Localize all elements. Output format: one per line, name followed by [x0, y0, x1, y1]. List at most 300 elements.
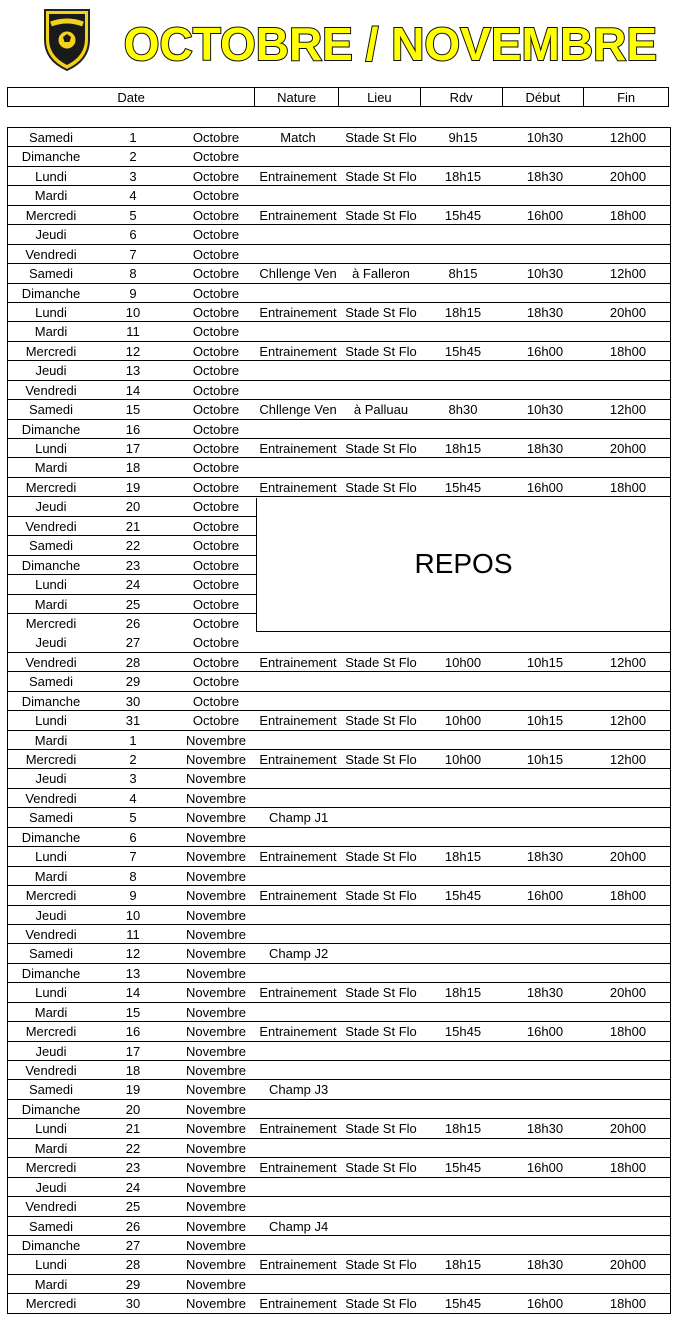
cell-fin: 20h00 — [609, 168, 647, 184]
cell-month: Novembre — [186, 888, 246, 904]
cell-rdv: 18h15 — [444, 1257, 482, 1273]
cell-day: Lundi — [35, 1121, 67, 1137]
cell-rdv: 9h15 — [448, 130, 478, 145]
cell-fin: 18h00 — [609, 1024, 647, 1040]
table-row — [8, 769, 670, 788]
repos-label: REPOS — [414, 548, 513, 579]
cell-num: 27 — [125, 1237, 141, 1253]
cell-rdv: 15h45 — [444, 207, 482, 223]
table-row — [8, 1003, 670, 1022]
cell-month: Octobre — [192, 149, 240, 165]
cell-day: Mercredi — [25, 615, 77, 631]
cell-day: Dimanche — [21, 829, 81, 845]
cell-lieu: Stade St Flo — [345, 168, 417, 184]
cell-fin: 12h00 — [609, 266, 647, 282]
cell-day: Mercredi — [25, 1024, 77, 1040]
cell-nature: Entrainement — [259, 207, 337, 223]
cell-month: Octobre — [192, 577, 240, 593]
cell-nature: Entrainement — [259, 654, 337, 670]
cell-num: 8 — [129, 868, 137, 884]
cell-fin: 20h00 — [609, 985, 647, 1001]
cell-day: Mardi — [34, 868, 68, 884]
cell-num: 11 — [126, 324, 140, 340]
cell-day: Mercredi — [25, 479, 77, 495]
cell-day: Dimanche — [21, 421, 81, 437]
cell-debut: 18h30 — [526, 441, 564, 456]
cell-day: Samedi — [28, 810, 74, 826]
cell-num: 30 — [125, 693, 141, 709]
cell-month: Octobre — [192, 246, 240, 262]
cell-rdv: 18h15 — [444, 1121, 482, 1137]
cell-month: Novembre — [186, 1179, 246, 1195]
cell-nature: Entrainement — [259, 1160, 337, 1176]
cell-nature: Chllenge Ven — [259, 402, 337, 418]
cell-fin: 12h00 — [609, 130, 647, 145]
cell-rdv: 10h00 — [444, 752, 482, 767]
table-row — [8, 128, 670, 147]
cell-num: 12 — [125, 946, 141, 962]
cell-month: Novembre — [186, 1160, 246, 1176]
cell-day: Mardi — [34, 732, 68, 748]
cell-lieu: Stade St Flo — [345, 304, 417, 320]
cell-lieu: Stade St Flo — [345, 985, 417, 1001]
cell-num: 2 — [129, 752, 137, 767]
cell-num: 8 — [129, 266, 137, 282]
cell-lieu: Stade St Flo — [345, 130, 417, 145]
cell-lieu: Stade St Flo — [345, 1024, 417, 1040]
cell-fin: 18h00 — [609, 479, 647, 495]
cell-month: Novembre — [186, 946, 246, 962]
cell-month: Octobre — [192, 441, 240, 456]
cell-rdv: 15h45 — [444, 343, 482, 359]
col-lieu: Lieu — [339, 88, 421, 106]
cell-month: Novembre — [186, 1296, 246, 1312]
cell-lieu: Stade St Flo — [345, 343, 417, 359]
cell-nature: Entrainement — [259, 985, 337, 1001]
table-row — [8, 789, 670, 808]
table-row — [8, 147, 670, 166]
col-debut: Début — [503, 88, 585, 106]
cell-fin: 12h00 — [609, 713, 647, 729]
cell-day: Mardi — [34, 1276, 68, 1292]
cell-fin: 20h00 — [609, 304, 647, 320]
cell-day: Lundi — [35, 849, 67, 865]
cell-month: Octobre — [192, 207, 240, 223]
cell-lieu: Stade St Flo — [345, 752, 417, 767]
cell-debut: 10h15 — [526, 713, 564, 729]
cell-fin: 12h00 — [609, 752, 647, 767]
cell-month: Octobre — [192, 674, 240, 690]
cell-debut: 18h30 — [526, 985, 564, 1001]
cell-month: Octobre — [192, 713, 240, 729]
cell-nature: Champ J2 — [269, 946, 329, 962]
cell-month: Novembre — [186, 1101, 246, 1117]
table-row — [8, 439, 670, 458]
cell-month: Octobre — [192, 285, 240, 301]
cell-rdv: 15h45 — [444, 1160, 482, 1176]
cell-month: Octobre — [192, 382, 240, 398]
cell-debut: 18h30 — [526, 849, 564, 865]
cell-num: 17 — [125, 1043, 141, 1059]
cell-day: Dimanche — [21, 965, 81, 981]
cell-num: 3 — [129, 168, 137, 184]
cell-month: Novembre — [186, 732, 246, 748]
cell-nature: Entrainement — [259, 849, 337, 865]
table-row — [8, 303, 670, 322]
cell-month: Octobre — [192, 479, 240, 495]
cell-nature: Entrainement — [259, 1024, 337, 1040]
cell-fin: 20h00 — [609, 849, 647, 865]
cell-rdv: 8h15 — [448, 266, 478, 282]
cell-lieu: Stade St Flo — [345, 1296, 417, 1312]
cell-nature: Entrainement — [259, 479, 337, 495]
cell-num: 29 — [125, 1276, 141, 1292]
cell-rdv: 15h45 — [444, 1296, 482, 1312]
cell-month: Novembre — [186, 849, 246, 865]
cell-day: Dimanche — [21, 1237, 81, 1253]
table-row — [8, 284, 670, 303]
cell-month: Octobre — [192, 460, 240, 476]
table-row — [8, 1294, 670, 1313]
table-row — [8, 1042, 670, 1061]
cell-day: Vendredi — [25, 926, 77, 942]
cell-day: Jeudi — [35, 907, 67, 923]
cell-day: Lundi — [35, 168, 67, 184]
table-row — [8, 925, 670, 944]
cell-num: 4 — [129, 188, 137, 204]
table-row — [8, 381, 670, 400]
cell-day: Samedi — [28, 674, 74, 690]
cell-num: 5 — [129, 207, 137, 223]
table-row — [8, 225, 670, 244]
cell-month: Octobre — [192, 499, 240, 515]
cell-num: 10 — [125, 907, 141, 923]
cell-month: Novembre — [186, 790, 246, 806]
cell-day: Mardi — [34, 1140, 68, 1156]
table-row — [8, 458, 670, 477]
cell-day: Lundi — [35, 441, 67, 456]
cell-month: Octobre — [192, 266, 240, 282]
cell-num: 7 — [129, 849, 137, 865]
cell-month: Novembre — [186, 907, 246, 923]
cell-month: Novembre — [186, 1063, 246, 1078]
table-row — [8, 964, 670, 983]
table-row — [8, 342, 670, 361]
table-row — [8, 886, 670, 905]
cell-debut: 16h00 — [526, 479, 564, 495]
table-row — [8, 944, 670, 963]
cell-rdv: 15h45 — [444, 479, 482, 495]
cell-num: 6 — [129, 227, 137, 243]
table-row — [8, 828, 670, 847]
cell-lieu: Stade St Flo — [345, 1257, 417, 1273]
cell-num: 12 — [125, 343, 141, 359]
cell-rdv: 18h15 — [444, 441, 482, 456]
table-row — [8, 1080, 670, 1099]
cell-num: 27 — [125, 635, 141, 651]
cell-month: Octobre — [192, 363, 240, 379]
cell-num: 10 — [125, 304, 141, 320]
table-row — [8, 478, 670, 497]
cell-num: 5 — [129, 810, 137, 826]
cell-num: 1 — [129, 130, 137, 145]
cell-month: Octobre — [192, 693, 240, 709]
cell-rdv: 18h15 — [444, 849, 482, 865]
cell-rdv: 18h15 — [444, 168, 482, 184]
cell-day: Vendredi — [25, 1063, 77, 1078]
cell-day: Samedi — [28, 538, 74, 554]
cell-nature: Champ J1 — [269, 810, 329, 826]
cell-month: Novembre — [186, 1218, 246, 1234]
cell-lieu: Stade St Flo — [345, 207, 417, 223]
cell-month: Novembre — [186, 985, 246, 1001]
table-row — [8, 1197, 670, 1216]
cell-day: Mardi — [34, 460, 68, 476]
cell-lieu: Stade St Flo — [345, 441, 417, 456]
table-row — [8, 867, 670, 886]
cell-num: 19 — [125, 479, 141, 495]
cell-num: 25 — [125, 596, 141, 612]
table-row — [8, 264, 670, 283]
cell-rdv: 18h15 — [444, 985, 482, 1001]
cell-day: Vendredi — [25, 654, 77, 670]
table-row — [8, 731, 670, 750]
cell-num: 16 — [125, 421, 141, 437]
cell-num: 30 — [125, 1296, 141, 1312]
cell-month: Octobre — [192, 402, 240, 418]
cell-day: Jeudi — [35, 1043, 67, 1059]
cell-fin: 20h00 — [609, 441, 647, 456]
cell-num: 15 — [125, 1004, 141, 1020]
cell-debut: 16h00 — [526, 1160, 564, 1176]
cell-lieu: Stade St Flo — [345, 479, 417, 495]
cell-num: 3 — [129, 771, 137, 787]
cell-day: Lundi — [35, 985, 67, 1001]
table-row — [8, 1178, 670, 1197]
cell-debut: 10h30 — [526, 130, 564, 145]
cell-month: Octobre — [192, 343, 240, 359]
table-row — [8, 1255, 670, 1274]
cell-month: Octobre — [192, 615, 240, 631]
table-row — [8, 1061, 670, 1080]
cell-num: 14 — [125, 382, 141, 398]
cell-month: Octobre — [192, 596, 240, 612]
cell-month: Novembre — [186, 1237, 246, 1253]
cell-debut: 10h15 — [526, 654, 564, 670]
cell-month: Novembre — [186, 1140, 246, 1156]
cell-day: Dimanche — [21, 149, 81, 165]
cell-month: Octobre — [192, 168, 240, 184]
cell-month: Novembre — [186, 1024, 246, 1040]
cell-num: 21 — [125, 518, 141, 534]
cell-month: Novembre — [186, 1257, 246, 1273]
cell-day: Mardi — [34, 596, 68, 612]
table-row — [8, 322, 670, 341]
cell-lieu: Stade St Flo — [345, 1160, 417, 1176]
table-row — [8, 633, 670, 652]
cell-day: Jeudi — [35, 1179, 67, 1195]
table-row — [8, 1119, 670, 1138]
cell-month: Novembre — [186, 771, 246, 787]
cell-num: 16 — [125, 1024, 141, 1040]
cell-num: 21 — [125, 1121, 141, 1137]
schedule-table — [7, 127, 671, 1314]
cell-num: 28 — [125, 654, 141, 670]
cell-num: 1 — [129, 732, 137, 748]
cell-day: Lundi — [35, 713, 67, 729]
cell-month: Octobre — [192, 654, 240, 670]
cell-day: Jeudi — [35, 635, 67, 651]
cell-day: Samedi — [28, 1218, 74, 1234]
cell-debut: 10h15 — [526, 752, 564, 767]
cell-day: Mercredi — [25, 752, 77, 767]
cell-day: Vendredi — [25, 1199, 77, 1215]
table-row — [8, 420, 670, 439]
table-row — [8, 186, 670, 205]
cell-fin: 18h00 — [609, 1160, 647, 1176]
cell-day: Samedi — [28, 130, 74, 145]
cell-month: Octobre — [192, 130, 240, 145]
cell-month: Novembre — [186, 752, 246, 767]
cell-day: Lundi — [35, 304, 67, 320]
cell-nature: Entrainement — [259, 752, 337, 767]
cell-month: Novembre — [186, 1043, 246, 1059]
cell-day: Samedi — [28, 1082, 74, 1098]
cell-num: 14 — [125, 985, 141, 1001]
col-nature: Nature — [255, 88, 339, 106]
cell-day: Mardi — [34, 324, 68, 340]
cell-num: 18 — [125, 460, 141, 476]
cell-day: Lundi — [35, 1257, 67, 1273]
cell-num: 25 — [125, 1199, 141, 1215]
cell-month: Octobre — [192, 635, 240, 651]
table-header — [7, 87, 669, 107]
table-row — [8, 1158, 670, 1177]
cell-num: 23 — [125, 557, 141, 573]
cell-num: 26 — [125, 1218, 141, 1234]
cell-num: 28 — [125, 1257, 141, 1273]
table-row — [8, 692, 670, 711]
table-row — [8, 1022, 670, 1041]
cell-day: Mercredi — [25, 1160, 77, 1176]
cell-month: Octobre — [192, 304, 240, 320]
cell-rdv: 15h45 — [444, 888, 482, 904]
cell-month: Octobre — [192, 538, 240, 554]
cell-rdv: 18h15 — [444, 304, 482, 320]
cell-num: 4 — [129, 790, 137, 806]
table-row — [8, 361, 670, 380]
cell-lieu: Stade St Flo — [345, 1121, 417, 1137]
cell-day: Mercredi — [25, 888, 77, 904]
cell-day: Samedi — [28, 946, 74, 962]
cell-fin: 18h00 — [609, 1296, 647, 1312]
cell-lieu: Stade St Flo — [345, 888, 417, 904]
cell-num: 26 — [125, 615, 141, 631]
cell-num: 24 — [125, 577, 141, 593]
cell-num: 9 — [129, 888, 137, 904]
cell-day: Jeudi — [35, 363, 67, 379]
cell-num: 13 — [125, 363, 141, 379]
cell-day: Mardi — [34, 188, 68, 204]
cell-month: Octobre — [192, 421, 240, 437]
table-row — [8, 653, 670, 672]
cell-day: Lundi — [35, 577, 67, 593]
cell-nature: Entrainement — [259, 1257, 337, 1273]
cell-nature: Entrainement — [259, 888, 337, 904]
cell-day: Mercredi — [25, 207, 77, 223]
cell-lieu: Stade St Flo — [345, 713, 417, 729]
cell-num: 17 — [125, 441, 141, 456]
cell-nature: Entrainement — [259, 1296, 337, 1312]
cell-nature: Entrainement — [259, 304, 337, 320]
cell-debut: 16h00 — [526, 1024, 564, 1040]
cell-month: Novembre — [186, 1276, 246, 1292]
cell-nature: Match — [280, 130, 316, 145]
cell-day: Samedi — [28, 402, 74, 418]
cell-month: Octobre — [192, 557, 240, 573]
table-row — [8, 400, 670, 419]
cell-num: 18 — [125, 1063, 141, 1078]
cell-num: 13 — [125, 965, 141, 981]
cell-month: Novembre — [186, 868, 246, 884]
cell-debut: 18h30 — [526, 304, 564, 320]
cell-lieu: à Palluau — [353, 402, 409, 418]
cell-day: Vendredi — [25, 518, 77, 534]
repos-block — [256, 498, 670, 632]
cell-day: Mercredi — [25, 1296, 77, 1312]
cell-num: 29 — [125, 674, 141, 690]
cell-debut: 16h00 — [526, 207, 564, 223]
cell-fin: 18h00 — [609, 343, 647, 359]
cell-debut: 18h30 — [526, 1121, 564, 1137]
col-fin: Fin — [617, 90, 636, 105]
table-row — [8, 245, 670, 264]
page-title: OCTOBRE / NOVEMBRE — [123, 18, 657, 70]
cell-month: Novembre — [186, 926, 246, 942]
cell-lieu: Stade St Flo — [345, 654, 417, 670]
cell-month: Octobre — [192, 188, 240, 204]
table-row — [8, 1236, 670, 1255]
table-row — [8, 906, 670, 925]
cell-num: 22 — [125, 538, 141, 554]
cell-nature: Entrainement — [259, 343, 337, 359]
cell-debut: 18h30 — [526, 1257, 564, 1273]
cell-debut: 10h30 — [526, 266, 564, 282]
cell-day: Dimanche — [21, 1101, 81, 1117]
col-date: Date — [8, 88, 255, 106]
table-row — [8, 1275, 670, 1294]
cell-day: Dimanche — [21, 285, 81, 301]
cell-fin: 12h00 — [609, 402, 647, 418]
table-row — [8, 808, 670, 827]
cell-month: Octobre — [192, 518, 240, 534]
cell-day: Vendredi — [25, 382, 77, 398]
cell-num: 20 — [125, 499, 141, 515]
table-row — [8, 206, 670, 225]
cell-num: 11 — [126, 926, 140, 942]
cell-debut: 10h30 — [526, 402, 564, 418]
cell-month: Novembre — [186, 1199, 246, 1215]
table-row — [8, 672, 670, 691]
cell-day: Vendredi — [25, 246, 77, 262]
cell-day: Dimanche — [21, 557, 81, 573]
cell-rdv: 8h30 — [448, 402, 478, 418]
table-row — [8, 983, 670, 1002]
cell-fin: 12h00 — [609, 654, 647, 670]
cell-month: Octobre — [192, 227, 240, 243]
table-row — [8, 1139, 670, 1158]
cell-month: Novembre — [186, 829, 246, 845]
